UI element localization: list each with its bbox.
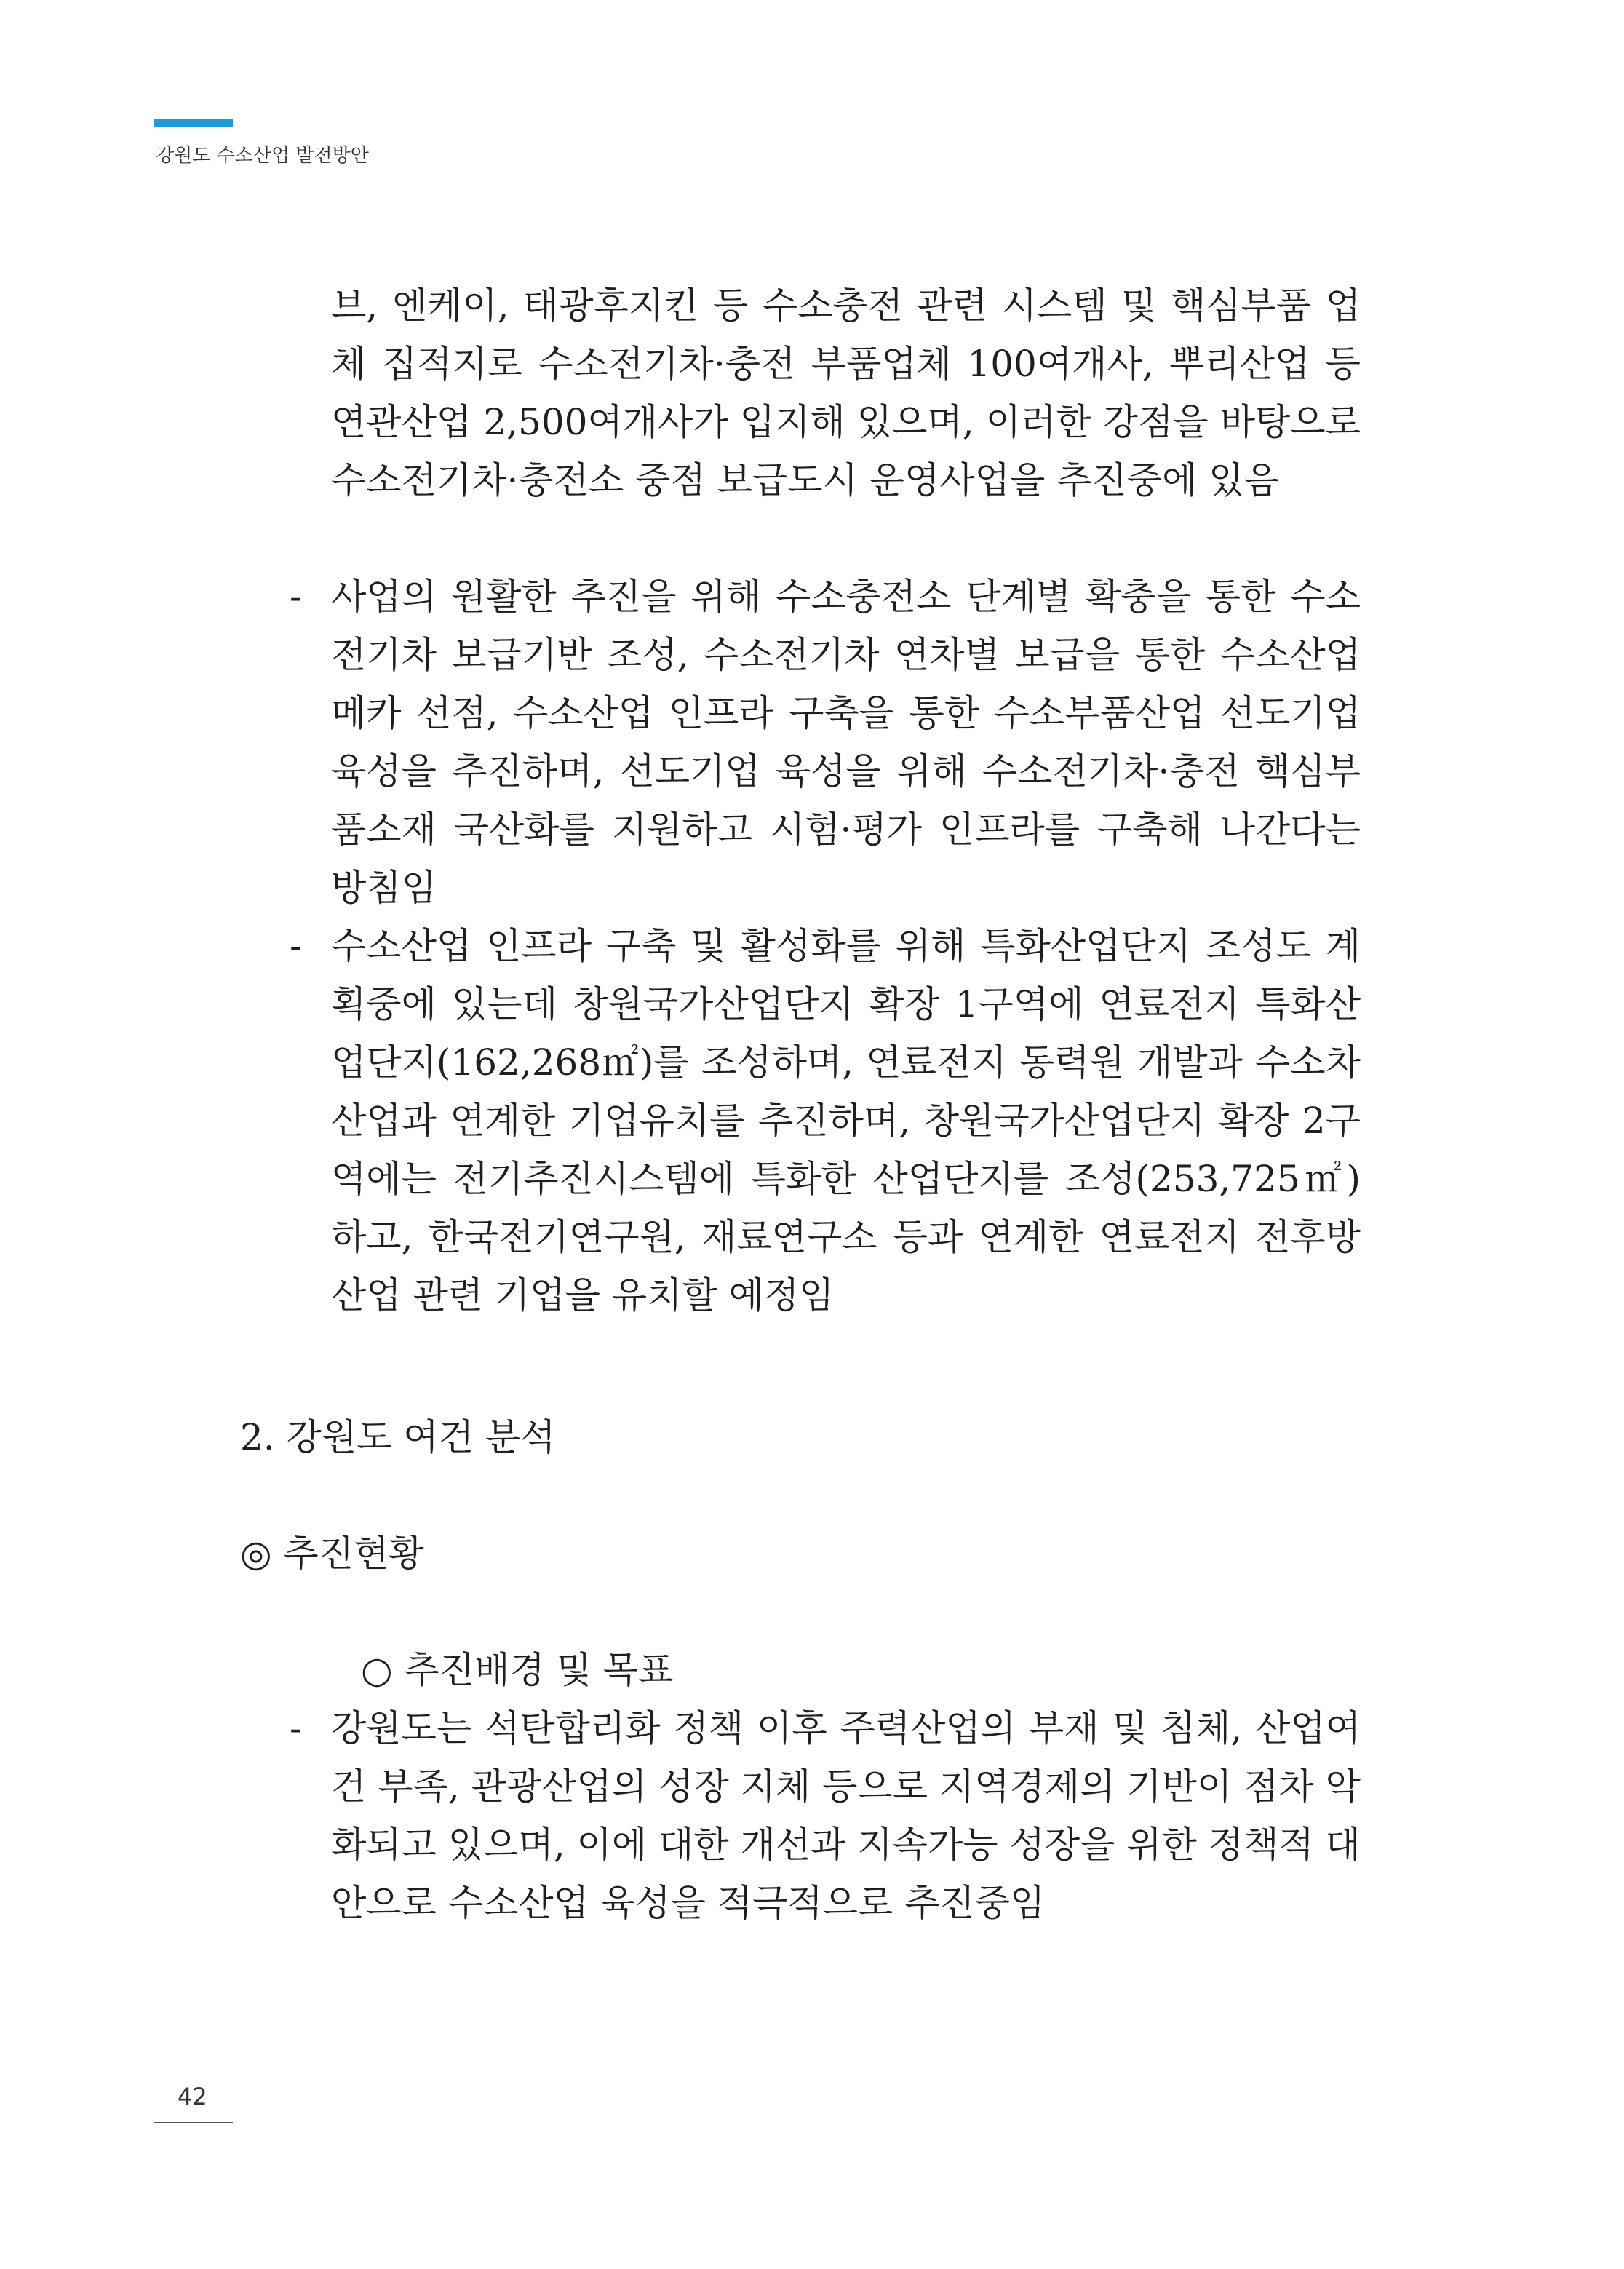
footer-rule [154,2122,233,2123]
bullet-marker: - [290,1707,302,1749]
subsection-heading: ◎ 추진현황 [240,1533,424,1575]
bullet-paragraph-1: 사업의 원활한 추진을 위해 수소충전소 단계별 확충을 통한 수소전기차 보급기반 조성, 수소전기차 연차별 보급을 통한 수소산업 메카 선점, 수소산업 인프라 구축을 통한 수소부품산업 선도기업 육성을 추진하며, 선도기업 육성을 위해 수소전기차·충전 핵심부품소재 국산화를 지원하고 시험·평가 인프라를 구축해 나간다는 방침임 [331,576,1361,909]
section-heading: 2. 강원도 여건 분석 [240,1416,556,1458]
bullet-paragraph-3: 강원도는 석탄합리화 정책 이후 주력산업의 부재 및 침체, 산업여건 부족, 관광산업의 성장 지체 등으로 지역경제의 기반이 점차 악화되고 있으며, 이에 대한 개선과 지속가능 성장을 위한 정책적 대안으로 수소산업 육성을 적극적으로 추진중임 [331,1707,1361,1924]
bullet-marker: - [290,576,302,618]
continued-paragraph: 브, 엔케이, 태광후지킨 등 수소충전 관련 시스템 및 핵심부품 업체 집적지로 수소전기차·충전 부품업체 100여개사, 뿌리산업 등 연관산업 2,500여개사가 입지해 있으며, 이러한 강점을 바탕으로 수소전기차·충전소 중점 보급도시 운영사업을 추진중에 있음 [331,285,1361,501]
running-header: 강원도 수소산업 발전방안 [156,145,369,167]
page-number: 42 [178,2083,207,2110]
sub-subsection-heading: ○ 추진배경 및 목표 [361,1649,674,1691]
bullet-marker: - [290,925,302,967]
header-accent-bar [154,119,233,127]
bullet-paragraph-2: 수소산업 인프라 구축 및 활성화를 위해 특화산업단지 조성도 계획중에 있는데 창원국가산업단지 확장 1구역에 연료전지 특화산업단지(162,268㎡)를 조성하며, 연료전지 동력원 개발과 수소차산업과 연계한 기업유치를 추진하며, 창원국가산업단지 확장 2구역에는 전기추진시스템에 특화한 산업단지를 조성(253,725㎡)하고, 한국전기연구원, 재료연구소 등과 연계한 연료전지 전후방산업 관련 기업을 유치할 예정임 [331,925,1361,1316]
